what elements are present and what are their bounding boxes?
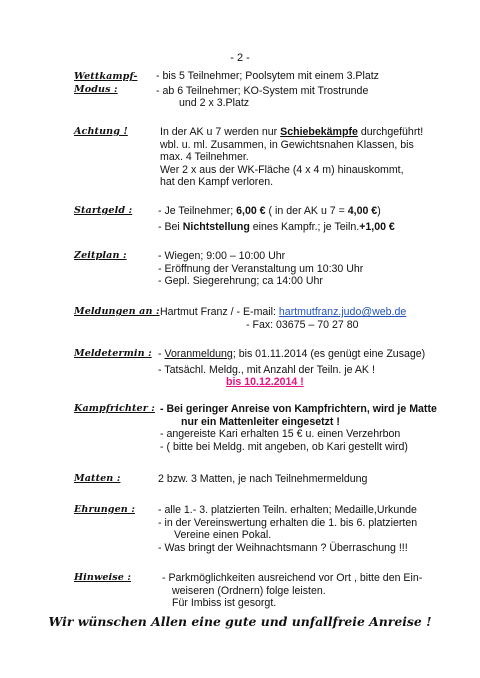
wettkampf-label: Wettkampf- Modus : bbox=[74, 71, 138, 95]
zeitplan-label: Zeitplan : bbox=[74, 250, 127, 261]
achtung-label: Achtung ! bbox=[74, 126, 128, 137]
document-page: - 2 - Wettkampf- Modus : - bis 5 Teilnehmer; Poolsytem mit einem 3.Platz - ab 6 Teilnehmer; KO-System mit Trostrunde und 2 x 3.Platz Achtung ! In der AK u 7 werden nur Schiebekämpfe durchgeführt! wbl. u. ml. Zusammen, in Gewichtsnahen Klassen, bis max. 4 Teilnehmer. Wer 2 x aus der WK-Fläche (4 x 4 m) hinauskommt, hat den Kampf verloren. Startgeld : - Je Teilnehmer; 6,00 € ( in der AK u 7 = 4,00 €) - Bei Nichtstellung eines Kampfr.; je Teiln.+1,00 € Zeitplan : - Wiegen; 9:00 – 10:00 Uhr - Eröffnung der Veranstaltung um 10:30 Uhr - Gepl. Siegerehrung; ca 14:00 Uhr Meldungen an : Hartmut Franz / - E-mail: hartmutfranz.judo@web.de - Fax: 03675 – 70 27 80 Meldetermin : - Voranmeldung; bis 01.11.2014 (es genügt eine Zusage) - Tatsächl. Meldg., mit Anzahl der Teiln. je AK ! bis 10.12.2014 ! Kampfrichter : - Bei geringer Anreise von Kampfrichtern, wird je Matte nur ein Mattenleiter eingesetzt ! - angereiste Kari erhalten 15 € u. einen Verzehrbon - ( bitte bei Meldg. mit angeben, ob Kari gestellt wird) Matten : 2 bzw. 3 Matten, je nach Teilnehmermeldung Ehrungen : - alle 1.- 3. platzierten Teiln. erhalten; Medaille,Urkunde - in der Vereinswertung erhalten die 1. bis 6. platzierten Vereine einen Pokal. - Was bringt der Weihnachtsmann ? Überraschung !!! Hinweise : - Parkmöglichkeiten ausreichend vor Ort , bitte den Ein- weiseren (Ordnern) folge leisten. Für Imbiss ist gesorgt. Wir wünschen Allen eine gute und unfallfreie Anreise ! bbox=[0, 0, 480, 678]
ehrungen-label: Ehrungen : bbox=[74, 504, 135, 515]
page-number: - 2 - bbox=[230, 52, 250, 64]
meldetermin-label: Meldetermin : bbox=[74, 348, 152, 359]
startgeld-label: Startgeld : bbox=[74, 205, 133, 216]
matten-label: Matten : bbox=[74, 473, 121, 484]
kampfrichter-label: Kampfrichter : bbox=[74, 403, 155, 414]
meldungen-label: Meldungen an : bbox=[74, 306, 160, 317]
hinweise-label: Hinweise : bbox=[74, 572, 132, 583]
schiebekaempfe-emphasis: Schiebekämpfe bbox=[280, 126, 358, 138]
closing-wish: Wir wünschen Allen eine gute und unfallfreie Anreise ! bbox=[48, 614, 432, 629]
fax-number: - Fax: 03675 – 70 27 80 bbox=[246, 318, 359, 331]
deadline-highlight: bis 10.12.2014 ! bbox=[226, 376, 304, 389]
email-link[interactable]: hartmutfranz.judo@web.de bbox=[278, 306, 407, 318]
